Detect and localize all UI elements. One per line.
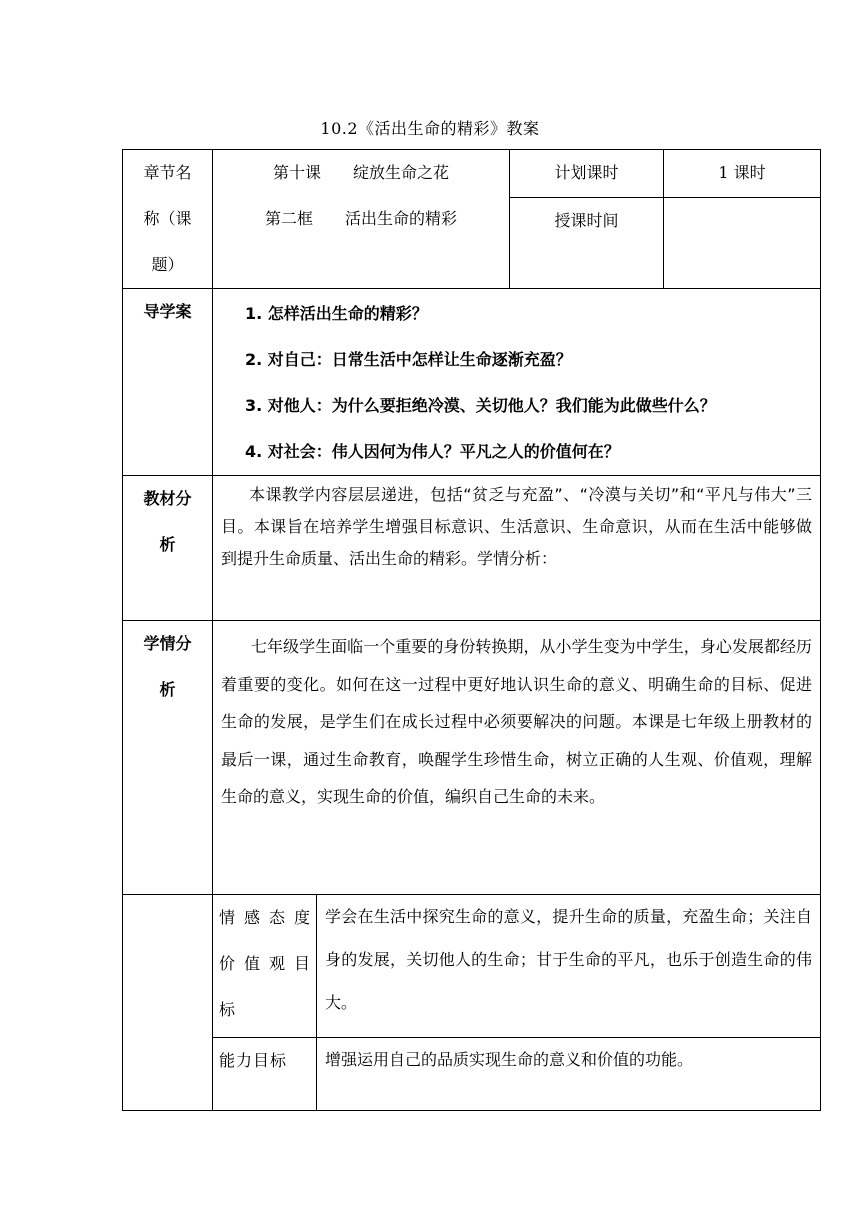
guide-item-1: 1. 怎样活出生命的精彩？ xyxy=(245,304,428,323)
guide-item-4: 4. 对社会：伟人因何为伟人？平凡之人的价值何在？ xyxy=(245,442,620,461)
guide-content xyxy=(213,289,821,476)
frame-title: 第二框 活出生命的精彩 xyxy=(265,209,458,228)
emotion-goal-label-line-1: 情感态度 xyxy=(219,908,310,927)
textbook-label-cell xyxy=(123,476,213,621)
chapter-label-line-1: 章节名 xyxy=(143,163,192,182)
emotion-goal-label-line-3: 标 xyxy=(219,1000,236,1019)
student-label-line-2: 析 xyxy=(159,680,176,699)
planned-hours-label: 计划课时 xyxy=(510,150,664,198)
lesson-title: 第十课 绽放生命之花 xyxy=(273,163,450,182)
ability-goal-text: 增强运用自己的品质实现生命的意义和价值的功能。 xyxy=(317,1038,821,1111)
textbook-analysis-text: 本课教学内容层层递进，包括“贫乏与充盈”、“冷漠与关切”和“平凡与伟大”三目。本课旨在培养学生增强目标意识、生活意识、生命意识，从而在生活中能够做到提升生命质量、活出生命的精彩。学情分析： xyxy=(213,476,821,621)
guide-label: 导学案 xyxy=(123,289,213,476)
document-title: 10.2《活出生命的精彩》教案 xyxy=(320,119,540,138)
student-label-line-1: 学情分 xyxy=(143,634,192,653)
guide-item-3: 3. 对他人：为什么要拒绝冷漠、关切他人？我们能为此做些什么？ xyxy=(245,396,716,415)
student-analysis-text: 七年级学生面临一个重要的身份转换期，从小学生变为中学生，身心发展都经历着重要的变化。如何在这一过程中更好地认识生命的意义、明确生命的目标、促进生命的发展，是学生们在成长过程中必须要解决的问题。本课是七年级上册教材的最后一课，通过生命教育，唤醒学生珍惜生命，树立正确的人生观、价值观，理解生命的意义，实现生命的价值，编织自己生命的未来。 xyxy=(213,621,821,895)
goals-label-cell xyxy=(123,895,213,1111)
lesson-plan-table xyxy=(122,149,821,1111)
guide-item-2: 2. 对自己：日常生活中怎样让生命逐渐充盈？ xyxy=(245,350,572,369)
student-label-cell xyxy=(123,621,213,895)
chapter-label-line-2: 称（课 xyxy=(143,209,192,228)
textbook-label-line-1: 教材分 xyxy=(143,489,192,508)
chapter-label-cell xyxy=(123,150,213,289)
emotion-goal-label-line-2: 价值观目 xyxy=(219,954,310,973)
planned-hours-value: 1 课时 xyxy=(664,150,821,198)
emotion-goal-text: 学会在生活中探究生命的意义，提升生命的质量，充盈生命；关注自身的发展，关切他人的生命；甘于生命的平凡，也乐于创造生命的伟大。 xyxy=(317,895,821,1038)
chapter-title-cell xyxy=(213,150,510,289)
emotion-goal-label xyxy=(213,895,317,1038)
ability-goal-label: 能力目标 xyxy=(213,1038,317,1111)
chapter-label-line-3: 题） xyxy=(151,255,184,274)
textbook-label-line-2: 析 xyxy=(159,535,176,554)
teaching-time-label: 授课时间 xyxy=(510,198,664,289)
teaching-time-value xyxy=(664,198,821,289)
